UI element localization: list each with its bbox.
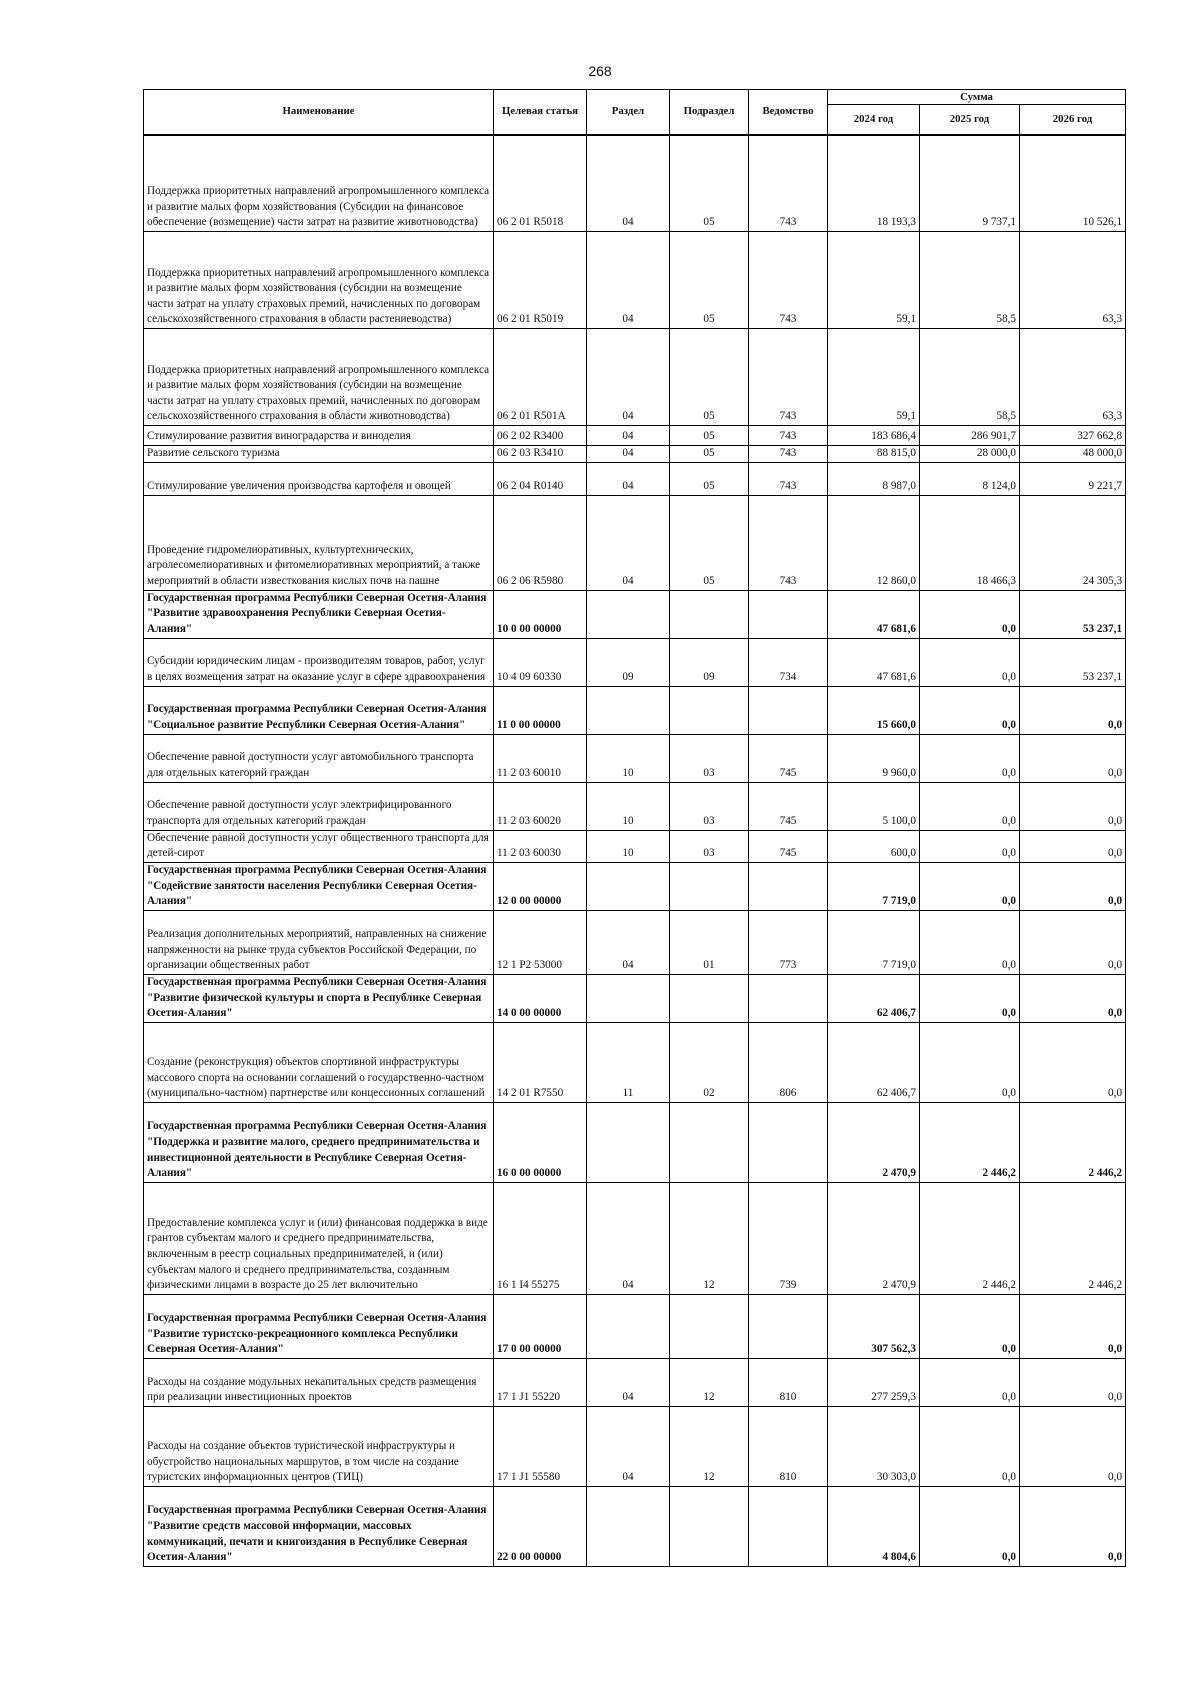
row-sum-2026: 0,0 — [1020, 910, 1126, 974]
row-target-article: 12 1 P2 53000 — [494, 910, 587, 974]
row-section: 04 — [587, 495, 670, 590]
row-section: 04 — [587, 329, 670, 426]
row-department — [749, 1294, 828, 1358]
row-subsection: 05 — [670, 446, 749, 463]
row-sum-2024: 59,1 — [828, 329, 920, 426]
row-name: Проведение гидромелиоративных, культуртехнических, агролесомелиоративных и фитомелиоративных мероприятий, а также мероприятий в области известкования кислых почв на пашне — [144, 495, 494, 590]
row-section — [587, 1486, 670, 1566]
row-name: Развитие сельского туризма — [144, 446, 494, 463]
row-sum-2026: 0,0 — [1020, 1486, 1126, 1566]
header-sum: Сумма — [828, 90, 1126, 105]
table-row — [144, 1182, 1126, 1294]
row-target-article: 10 0 00 00000 — [494, 590, 587, 638]
row-sum-2025: 0,0 — [920, 974, 1020, 1022]
row-sum-2025: 0,0 — [920, 830, 1020, 862]
row-sum-2025: 0,0 — [920, 782, 1020, 830]
row-sum-2025: 8 124,0 — [920, 462, 1020, 495]
row-target-article: 06 2 01 R5019 — [494, 232, 587, 329]
row-name: Поддержка приоритетных направлений агропромышленного комплекса и развитие малых форм хозяйствования (субсидии на возмещение части затрат на уплату страховых премий, начисленных по договорам сельскохозяйственного страхования в области животноводства) — [144, 329, 494, 426]
row-target-article: 10 4 09 60330 — [494, 638, 587, 686]
row-sum-2026: 0,0 — [1020, 974, 1126, 1022]
row-name: Реализация дополнительных мероприятий, направленных на снижение напряженности на рынке труда субъектов Российской Федерации, по организации общественных работ — [144, 910, 494, 974]
table-row — [144, 1358, 1126, 1406]
row-department: 810 — [749, 1358, 828, 1406]
row-sum-2026: 2 446,2 — [1020, 1102, 1126, 1182]
row-department: 745 — [749, 782, 828, 830]
row-department — [749, 1102, 828, 1182]
row-department: 739 — [749, 1182, 828, 1294]
row-sum-2025: 0,0 — [920, 590, 1020, 638]
table-row — [144, 462, 1126, 495]
row-section — [587, 974, 670, 1022]
row-sum-2026: 24 305,3 — [1020, 495, 1126, 590]
program-row — [144, 974, 1126, 1022]
row-target-article: 11 2 03 60030 — [494, 830, 587, 862]
row-subsection: 12 — [670, 1358, 749, 1406]
row-sum-2024: 5 100,0 — [828, 782, 920, 830]
row-sum-2024: 4 804,6 — [828, 1486, 920, 1566]
row-section: 04 — [587, 232, 670, 329]
row-sum-2025: 0,0 — [920, 638, 1020, 686]
row-name: Поддержка приоритетных направлений агропромышленного комплекса и развитие малых форм хозяйствования (Субсидии на финансовое обеспечение (возмещение) части затрат на развитие животноводства) — [144, 135, 494, 232]
row-target-article: 06 2 02 R3400 — [494, 426, 587, 446]
row-subsection — [670, 862, 749, 910]
row-sum-2024: 59,1 — [828, 232, 920, 329]
row-subsection: 03 — [670, 830, 749, 862]
row-sum-2024: 62 406,7 — [828, 1022, 920, 1102]
header-name: Наименование — [144, 90, 494, 135]
row-subsection — [670, 1102, 749, 1182]
row-department: 745 — [749, 734, 828, 782]
row-sum-2024: 47 681,6 — [828, 590, 920, 638]
program-row — [144, 1294, 1126, 1358]
row-name: Обеспечение равной доступности услуг общественного транспорта для детей-сирот — [144, 830, 494, 862]
row-name: Поддержка приоритетных направлений агропромышленного комплекса и развитие малых форм хозяйствования (субсидии на возмещение части затрат на уплату страховых премий, начисленных по договорам сельскохозяйственного страхования в области растениеводства) — [144, 232, 494, 329]
row-name: Предоставление комплекса услуг и (или) финансовая поддержка в виде грантов субъектам малого и среднего предпринимательства, включенным в реестр социальных предпринимателей, и (или) субъектам малого и среднего предпринимательства, созданным физическими лицами в возрасте до 25 лет включительно — [144, 1182, 494, 1294]
row-subsection: 12 — [670, 1182, 749, 1294]
program-row — [144, 590, 1126, 638]
row-target-article: 17 0 00 00000 — [494, 1294, 587, 1358]
row-sum-2024: 47 681,6 — [828, 638, 920, 686]
row-section: 10 — [587, 782, 670, 830]
program-row — [144, 862, 1126, 910]
row-section: 04 — [587, 462, 670, 495]
table-row — [144, 734, 1126, 782]
row-name: Обеспечение равной доступности услуг электрифицированного транспорта для отдельных категорий граждан — [144, 782, 494, 830]
row-sum-2025: 0,0 — [920, 686, 1020, 734]
row-department: 743 — [749, 446, 828, 463]
row-department: 743 — [749, 426, 828, 446]
row-sum-2024: 18 193,3 — [828, 135, 920, 232]
table-row — [144, 1022, 1126, 1102]
row-sum-2026: 63,3 — [1020, 329, 1126, 426]
row-section: 04 — [587, 446, 670, 463]
header-subsection: Подраздел — [670, 90, 749, 135]
table-row — [144, 446, 1126, 463]
row-department — [749, 686, 828, 734]
row-sum-2026: 0,0 — [1020, 1022, 1126, 1102]
row-sum-2026: 63,3 — [1020, 232, 1126, 329]
row-name: Стимулирование увеличения производства картофеля и овощей — [144, 462, 494, 495]
row-sum-2024: 15 660,0 — [828, 686, 920, 734]
row-department: 743 — [749, 135, 828, 232]
row-sum-2024: 9 960,0 — [828, 734, 920, 782]
row-subsection: 03 — [670, 782, 749, 830]
row-section — [587, 590, 670, 638]
row-sum-2025: 2 446,2 — [920, 1102, 1020, 1182]
header-year-2024: 2024 год — [828, 105, 920, 135]
row-department: 743 — [749, 462, 828, 495]
row-sum-2026: 9 221,7 — [1020, 462, 1126, 495]
row-sum-2025: 0,0 — [920, 1294, 1020, 1358]
row-name: Государственная программа Республики Северная Осетия-Алания "Развитие туристско-рекреационного комплекса Республики Северная Осетия-Алания" — [144, 1294, 494, 1358]
row-sum-2024: 2 470,9 — [828, 1182, 920, 1294]
row-sum-2025: 0,0 — [920, 734, 1020, 782]
row-target-article: 14 0 00 00000 — [494, 974, 587, 1022]
row-sum-2026: 0,0 — [1020, 1406, 1126, 1486]
row-sum-2026: 53 237,1 — [1020, 638, 1126, 686]
budget-table — [143, 89, 1126, 1567]
row-section — [587, 686, 670, 734]
row-name: Государственная программа Республики Северная Осетия-Алания "Поддержка и развитие малого, среднего предпринимательства и инвестиционной деятельности в Республике Северная Осетия-Алания" — [144, 1102, 494, 1182]
row-sum-2026: 0,0 — [1020, 686, 1126, 734]
table-row — [144, 782, 1126, 830]
row-subsection: 05 — [670, 232, 749, 329]
row-subsection: 12 — [670, 1406, 749, 1486]
program-row — [144, 1486, 1126, 1566]
row-target-article: 16 0 00 00000 — [494, 1102, 587, 1182]
table-header — [144, 90, 1126, 135]
row-sum-2025: 0,0 — [920, 1486, 1020, 1566]
row-name: Государственная программа Республики Северная Осетия-Алания "Развитие физической культуры и спорта в Республике Северная Осетия-Алания" — [144, 974, 494, 1022]
row-target-article: 17 1 J1 55220 — [494, 1358, 587, 1406]
row-sum-2025: 286 901,7 — [920, 426, 1020, 446]
row-section — [587, 862, 670, 910]
row-sum-2024: 7 719,0 — [828, 910, 920, 974]
row-sum-2026: 48 000,0 — [1020, 446, 1126, 463]
row-department — [749, 862, 828, 910]
row-section: 10 — [587, 830, 670, 862]
row-target-article: 17 1 J1 55580 — [494, 1406, 587, 1486]
header-target-article: Целевая статья — [494, 90, 587, 135]
row-department: 743 — [749, 232, 828, 329]
table-row — [144, 426, 1126, 446]
row-name: Обеспечение равной доступности услуг автомобильного транспорта для отдельных категорий граждан — [144, 734, 494, 782]
row-sum-2024: 183 686,4 — [828, 426, 920, 446]
row-subsection — [670, 686, 749, 734]
row-name: Расходы на создание объектов туристической инфраструктуры и обустройство национальных маршрутов, в том числе на создание туристских информационных центров (ТИЦ) — [144, 1406, 494, 1486]
row-section: 04 — [587, 910, 670, 974]
row-department: 734 — [749, 638, 828, 686]
row-subsection: 05 — [670, 329, 749, 426]
row-sum-2024: 277 259,3 — [828, 1358, 920, 1406]
header-section: Раздел — [587, 90, 670, 135]
row-sum-2025: 0,0 — [920, 910, 1020, 974]
row-section: 04 — [587, 426, 670, 446]
row-sum-2024: 8 987,0 — [828, 462, 920, 495]
row-department: 743 — [749, 495, 828, 590]
row-subsection: 03 — [670, 734, 749, 782]
row-sum-2025: 58,5 — [920, 232, 1020, 329]
row-section: 04 — [587, 135, 670, 232]
row-department: 743 — [749, 329, 828, 426]
table-row — [144, 135, 1126, 232]
row-subsection: 05 — [670, 426, 749, 446]
table-row — [144, 232, 1126, 329]
row-sum-2026: 0,0 — [1020, 1294, 1126, 1358]
row-subsection: 01 — [670, 910, 749, 974]
header-year-2026: 2026 год — [1020, 105, 1126, 135]
row-department: 745 — [749, 830, 828, 862]
row-section: 11 — [587, 1022, 670, 1102]
row-department — [749, 590, 828, 638]
row-department: 773 — [749, 910, 828, 974]
row-target-article: 11 2 03 60020 — [494, 782, 587, 830]
row-sum-2024: 2 470,9 — [828, 1102, 920, 1182]
row-subsection: 05 — [670, 135, 749, 232]
page-number: 268 — [588, 63, 612, 79]
row-sum-2025: 0,0 — [920, 862, 1020, 910]
row-subsection: 09 — [670, 638, 749, 686]
row-sum-2026: 53 237,1 — [1020, 590, 1126, 638]
row-name: Государственная программа Республики Северная Осетия-Алания "Развитие здравоохранения Республики Северная Осетия-Алания" — [144, 590, 494, 638]
row-target-article: 22 0 00 00000 — [494, 1486, 587, 1566]
row-sum-2024: 600,0 — [828, 830, 920, 862]
row-sum-2025: 0,0 — [920, 1406, 1020, 1486]
row-department — [749, 1486, 828, 1566]
row-department: 806 — [749, 1022, 828, 1102]
row-sum-2024: 307 562,3 — [828, 1294, 920, 1358]
row-name: Субсидии юридическим лицам - производителям товаров, работ, услуг в целях возмещения затрат на оказание услуг в сфере здравоохранения — [144, 638, 494, 686]
row-target-article: 16 1 I4 55275 — [494, 1182, 587, 1294]
row-subsection: 05 — [670, 495, 749, 590]
table-row — [144, 1406, 1126, 1486]
row-department: 810 — [749, 1406, 828, 1486]
row-sum-2025: 2 446,2 — [920, 1182, 1020, 1294]
row-subsection: 05 — [670, 462, 749, 495]
row-section: 04 — [587, 1406, 670, 1486]
row-section: 04 — [587, 1358, 670, 1406]
row-sum-2024: 62 406,7 — [828, 974, 920, 1022]
row-sum-2026: 327 662,8 — [1020, 426, 1126, 446]
table-row — [144, 329, 1126, 426]
row-target-article: 06 2 04 R0140 — [494, 462, 587, 495]
row-subsection: 02 — [670, 1022, 749, 1102]
row-sum-2025: 28 000,0 — [920, 446, 1020, 463]
row-sum-2026: 10 526,1 — [1020, 135, 1126, 232]
row-name: Расходы на создание модульных некапитальных средств размещения при реализации инвестиционных проектов — [144, 1358, 494, 1406]
row-target-article: 11 0 00 00000 — [494, 686, 587, 734]
row-sum-2026: 2 446,2 — [1020, 1182, 1126, 1294]
row-sum-2025: 9 737,1 — [920, 135, 1020, 232]
row-sum-2026: 0,0 — [1020, 862, 1126, 910]
row-name: Государственная программа Республики Северная Осетия-Алания "Развитие средств массовой информации, массовых коммуникаций, печати и книгоиздания в Республике Северная Осетия-Алания" — [144, 1486, 494, 1566]
table-row — [144, 910, 1126, 974]
row-target-article: 06 2 03 R3410 — [494, 446, 587, 463]
row-name: Стимулирование развития виноградарства и виноделия — [144, 426, 494, 446]
header-year-2025: 2025 год — [920, 105, 1020, 135]
row-sum-2025: 0,0 — [920, 1022, 1020, 1102]
row-section — [587, 1294, 670, 1358]
row-department — [749, 974, 828, 1022]
row-name: Государственная программа Республики Северная Осетия-Алания "Социальное развитие Республики Северная Осетия-Алания" — [144, 686, 494, 734]
row-subsection — [670, 1486, 749, 1566]
row-target-article: 06 2 01 R5018 — [494, 135, 587, 232]
row-subsection — [670, 974, 749, 1022]
table-body — [144, 135, 1126, 1567]
program-row — [144, 1102, 1126, 1182]
program-row — [144, 686, 1126, 734]
row-section: 04 — [587, 1182, 670, 1294]
row-sum-2024: 12 860,0 — [828, 495, 920, 590]
row-sum-2026: 0,0 — [1020, 782, 1126, 830]
row-target-article: 14 2 01 R7550 — [494, 1022, 587, 1102]
row-sum-2024: 7 719,0 — [828, 862, 920, 910]
row-name: Создание (реконструкция) объектов спортивной инфраструктуры массового спорта на основании соглашений о государственно-частном (муниципально-частном) партнерстве или концессионных соглашений — [144, 1022, 494, 1102]
row-target-article: 11 2 03 60010 — [494, 734, 587, 782]
row-sum-2026: 0,0 — [1020, 734, 1126, 782]
table-row — [144, 638, 1126, 686]
row-target-article: 06 2 01 R501A — [494, 329, 587, 426]
row-section: 10 — [587, 734, 670, 782]
header-department: Ведомство — [749, 90, 828, 135]
row-sum-2026: 0,0 — [1020, 1358, 1126, 1406]
row-sum-2025: 18 466,3 — [920, 495, 1020, 590]
row-subsection — [670, 1294, 749, 1358]
table-row — [144, 495, 1126, 590]
row-name: Государственная программа Республики Северная Осетия-Алания "Содействие занятости населения Республики Северная Осетия-Алания" — [144, 862, 494, 910]
table-row — [144, 830, 1126, 862]
row-sum-2025: 0,0 — [920, 1358, 1020, 1406]
row-sum-2025: 58,5 — [920, 329, 1020, 426]
row-target-article: 06 2 06 R5980 — [494, 495, 587, 590]
row-sum-2024: 88 815,0 — [828, 446, 920, 463]
row-subsection — [670, 590, 749, 638]
row-sum-2024: 30 303,0 — [828, 1406, 920, 1486]
row-section: 09 — [587, 638, 670, 686]
row-section — [587, 1102, 670, 1182]
row-sum-2026: 0,0 — [1020, 830, 1126, 862]
row-target-article: 12 0 00 00000 — [494, 862, 587, 910]
